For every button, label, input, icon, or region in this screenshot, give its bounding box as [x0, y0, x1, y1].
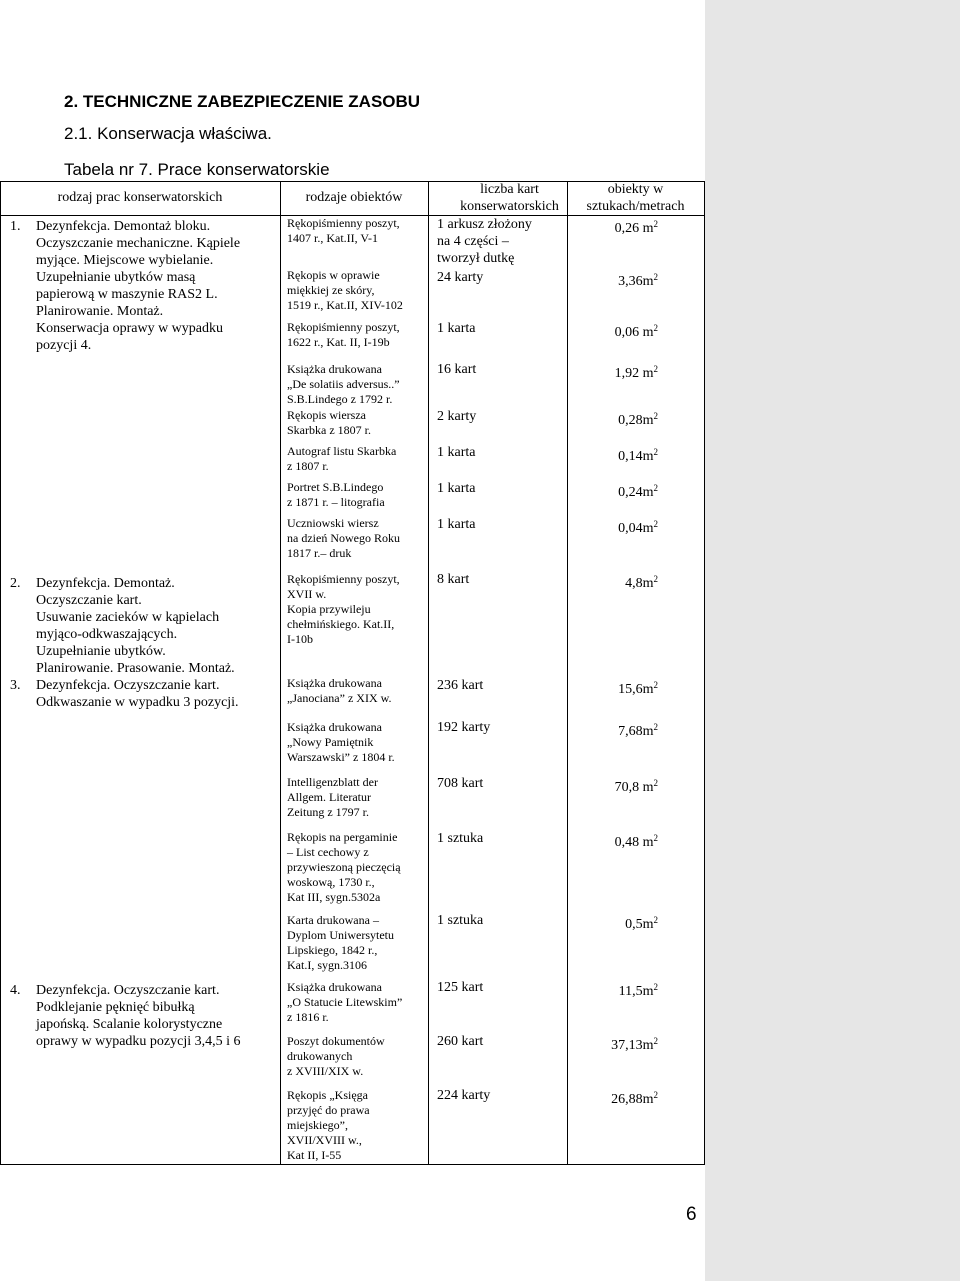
procedure-line: Dezynfekcja. Oczyszczanie kart.	[36, 678, 220, 693]
count-cell: 2 karty	[437, 409, 477, 424]
object-line: Rękopiśmienny poszyt,	[287, 320, 400, 334]
procedure-2	[10, 575, 275, 677]
area-unit-exponent: 2	[653, 219, 658, 229]
area-cell	[618, 269, 658, 290]
count-cell: 1 karta	[437, 445, 476, 460]
procedure-line: Uzupełnianie ubytków.	[36, 644, 166, 659]
object-line: S.B.Lindego z 1792 r.	[287, 392, 393, 406]
count-cell: 1 sztuka	[437, 913, 484, 928]
object-cell	[287, 676, 427, 706]
object-line: Skarbka z 1807 r.	[287, 423, 371, 437]
object-line: Autograf listu Skarbka	[287, 444, 397, 458]
object-line: Dyplom Uniwersytetu	[287, 928, 394, 942]
area-cell	[618, 444, 658, 465]
object-line: – List cechowy z	[287, 845, 369, 859]
object-line: Allgem. Literatur	[287, 790, 371, 804]
object-cell	[287, 1034, 427, 1079]
object-line: 1817 r.– druk	[287, 546, 352, 560]
object-cell	[287, 980, 427, 1025]
object-cell	[287, 216, 427, 246]
object-line: 1622 r., Kat. II, I-19b	[287, 335, 390, 349]
object-cell	[287, 444, 427, 474]
area-cell	[618, 480, 658, 501]
object-line: Zeitung z 1797 r.	[287, 805, 369, 819]
object-cell	[287, 830, 427, 905]
procedure-line: Uzupełnianie ubytków masą	[36, 270, 196, 285]
object-line: Kat.I, sygn.3106	[287, 958, 367, 972]
object-cell	[287, 775, 427, 820]
area-value: 0,26 m	[614, 221, 654, 236]
object-line: Portret S.B.Lindego	[287, 480, 384, 494]
area-cell	[611, 1033, 658, 1054]
object-cell	[287, 320, 427, 350]
count-cell: 1 karta	[437, 481, 476, 496]
area-cell	[611, 1087, 658, 1108]
section-heading: 2. TECHNICZNE ZABEZPIECZENIE ZASOBU	[64, 92, 421, 111]
area-cell	[619, 979, 658, 1000]
area-unit-exponent: 2	[653, 574, 658, 584]
count-cell: 24 karty	[437, 270, 484, 285]
area-unit-exponent: 2	[653, 982, 658, 992]
procedure-line: myjąco-odkwaszających.	[36, 627, 178, 642]
object-line: Poszyt dokumentów	[287, 1034, 385, 1048]
object-cell	[287, 362, 427, 407]
area-unit-exponent: 2	[653, 722, 658, 732]
object-line: z 1816 r.	[287, 1010, 329, 1024]
page-number: 6	[686, 1204, 697, 1225]
object-line: Rękopis na pergaminie	[287, 830, 398, 844]
object-line: przyjęć do prawa	[287, 1103, 370, 1117]
procedure-line: Oczyszczanie kart.	[36, 593, 142, 608]
object-line: przywieszoną pieczęcią	[287, 860, 401, 874]
area-unit-exponent: 2	[653, 778, 658, 788]
area-value: 11,5m	[618, 984, 654, 999]
procedure-1	[10, 218, 275, 354]
object-line: Kopia przywileju	[287, 602, 371, 616]
area-cell	[618, 516, 658, 537]
procedure-line: papierową w maszynie RAS2 L.	[36, 287, 218, 302]
object-line: Kat III, sygn.5302a	[287, 890, 381, 904]
area-unit-exponent: 2	[653, 364, 658, 374]
count-line: na 4 części –	[437, 234, 509, 249]
area-unit-exponent: 2	[653, 447, 658, 457]
object-line: z 1807 r.	[287, 459, 329, 473]
object-cell	[287, 913, 427, 973]
count-cell: 1 karta	[437, 517, 476, 532]
area-value: 0,28m	[618, 413, 654, 428]
object-line: z XVIII/XIX w.	[287, 1064, 364, 1078]
area-value: 26,88m	[611, 1092, 654, 1107]
header-units: obiekty w sztukach/metrach	[586, 182, 685, 214]
object-line: Warszawski” z 1804 r.	[287, 750, 395, 764]
procedure-3	[10, 677, 275, 711]
area-unit-exponent: 2	[653, 1036, 658, 1046]
area-unit-exponent: 2	[653, 915, 658, 925]
object-line: I-10b	[287, 632, 313, 646]
object-line: chełmińskiego. Kat.II,	[287, 617, 395, 631]
comment-sidebar	[705, 0, 960, 1281]
object-line: Intelligenzblatt der	[287, 775, 378, 789]
procedure-number: 4.	[10, 983, 21, 998]
count-cell: 236 kart	[437, 678, 484, 693]
object-line: Rękopiśmienny poszyt,	[287, 216, 400, 230]
count-cell: 1 karta	[437, 321, 476, 336]
object-line: „O Statucie Litewskim”	[287, 995, 403, 1009]
object-line: Uczniowski wiersz	[287, 516, 379, 530]
object-line: „Nowy Pamiętnik	[287, 735, 374, 749]
procedure-number: 2.	[10, 576, 21, 591]
procedure-line: Oczyszczanie mechaniczne. Kąpiele	[36, 236, 241, 251]
object-line: Karta drukowana –	[287, 913, 379, 927]
area-value: 4,8m	[625, 576, 654, 591]
count-cell	[437, 216, 532, 267]
area-value: 0,06 m	[614, 325, 654, 340]
area-cell	[615, 775, 658, 796]
area-value: 7,68m	[618, 724, 654, 739]
object-line: miękkiej ze skóry,	[287, 283, 375, 297]
area-cell	[615, 320, 658, 341]
procedure-line: japońską. Scalanie kolorystyczne	[36, 1017, 223, 1032]
procedure-line: oprawy w wypadku pozycji 3,4,5 i 6	[36, 1034, 241, 1049]
area-unit-exponent: 2	[653, 323, 658, 333]
table-caption: Tabela nr 7. Prace konserwatorskie	[64, 160, 330, 179]
count-cell: 224 karty	[437, 1088, 491, 1103]
object-line: XVII/XVIII w.,	[287, 1133, 362, 1147]
procedure-line: Dezynfekcja. Demontaż.	[36, 576, 175, 591]
procedure-line: Odkwaszanie w wypadku 3 pozycji.	[36, 695, 239, 710]
subsection-heading: 2.1. Konserwacja właściwa.	[64, 124, 272, 143]
area-unit-exponent: 2	[653, 680, 658, 690]
area-cell	[615, 361, 658, 382]
area-value: 3,36m	[618, 274, 654, 289]
area-value: 0,14m	[618, 449, 654, 464]
area-cell	[618, 408, 658, 429]
procedure-line: Planirowanie. Montaż.	[36, 304, 164, 319]
object-line: „Janociana” z XIX w.	[287, 691, 392, 705]
area-value: 70,8 m	[614, 780, 654, 795]
area-unit-exponent: 2	[653, 519, 658, 529]
object-line: XVII w.	[287, 587, 327, 601]
header-cards: liczba kart konserwatorskich	[460, 182, 559, 214]
object-line: Rękopis w oprawie	[287, 268, 380, 282]
area-cell	[625, 571, 658, 592]
area-unit-exponent: 2	[653, 411, 658, 421]
area-value: 1,92 m	[614, 366, 654, 381]
object-line: „De solatiis adversus..”	[287, 377, 400, 391]
procedure-number: 1.	[10, 219, 21, 234]
procedure-line: Dezynfekcja. Oczyszczanie kart.	[36, 983, 220, 998]
object-line: 1519 r., Kat.II, XIV-102	[287, 298, 403, 312]
object-line: woskową, 1730 r.,	[287, 875, 375, 889]
procedure-line: Dezynfekcja. Demontaż bloku.	[36, 219, 211, 234]
object-line: z 1871 r. – litografia	[287, 495, 385, 509]
object-line: miejskiego”,	[287, 1118, 348, 1132]
object-line: Książka drukowana	[287, 362, 382, 376]
count-cell: 1 sztuka	[437, 831, 484, 846]
count-cell: 16 kart	[437, 362, 477, 377]
area-unit-exponent: 2	[653, 833, 658, 843]
area-unit-exponent: 2	[653, 483, 658, 493]
procedure-4	[10, 982, 275, 1050]
area-value: 0,04m	[618, 521, 654, 536]
area-value: 0,24m	[618, 485, 654, 500]
procedure-line: Usuwanie zacieków w kąpielach	[36, 610, 220, 625]
count-cell: 708 kart	[437, 776, 484, 791]
object-cell	[287, 268, 427, 313]
count-line: tworzył dutkę	[437, 251, 515, 266]
area-cell	[615, 216, 658, 237]
object-cell	[287, 408, 427, 438]
area-cell	[615, 830, 658, 851]
object-cell	[287, 720, 427, 765]
area-value: 0,5m	[625, 917, 654, 932]
object-line: Rękopiśmienny poszyt,	[287, 572, 400, 586]
procedure-line: Podklejanie pęknięć bibułką	[36, 1000, 195, 1015]
area-value: 0,48 m	[614, 835, 654, 850]
area-unit-exponent: 2	[653, 1090, 658, 1100]
area-value: 15,6m	[618, 682, 654, 697]
object-line: 1407 r., Kat.II, V-1	[287, 231, 378, 245]
object-line: Książka drukowana	[287, 676, 382, 690]
object-cell	[287, 480, 427, 510]
object-line: Rękopis wiersza	[287, 408, 366, 422]
object-line: Rękopis „Księga	[287, 1088, 368, 1102]
count-cell: 260 kart	[437, 1034, 484, 1049]
object-line: drukowanych	[287, 1049, 353, 1063]
count-cell: 192 karty	[437, 720, 491, 735]
header-objects: rodzaje obiektów	[305, 190, 403, 205]
header-procedures: rodzaj prac konserwatorskich	[57, 190, 223, 205]
count-line: 1 arkusz złożony	[437, 217, 532, 232]
procedure-line: Planirowanie. Prasowanie. Montaż.	[36, 661, 235, 676]
object-line: na dzień Nowego Roku	[287, 531, 400, 545]
count-cell: 8 kart	[437, 572, 470, 587]
object-cell	[287, 572, 427, 647]
object-cell	[287, 1088, 427, 1163]
object-line: Książka drukowana	[287, 980, 382, 994]
area-cell	[618, 677, 658, 698]
count-cell: 125 kart	[437, 980, 484, 995]
procedure-line: myjące. Miejscowe wybielanie.	[36, 253, 214, 268]
object-line: Książka drukowana	[287, 720, 382, 734]
object-line: Kat II, I-55	[287, 1148, 342, 1162]
area-cell	[625, 912, 658, 933]
procedure-number: 3.	[10, 678, 21, 693]
area-cell	[618, 719, 658, 740]
procedure-line: pozycji 4.	[36, 338, 92, 353]
procedure-line: Konserwacja oprawy w wypadku	[36, 321, 223, 336]
object-line: Lipskiego, 1842 r.,	[287, 943, 378, 957]
area-unit-exponent: 2	[653, 272, 658, 282]
object-cell	[287, 516, 427, 561]
area-value: 37,13m	[611, 1038, 654, 1053]
